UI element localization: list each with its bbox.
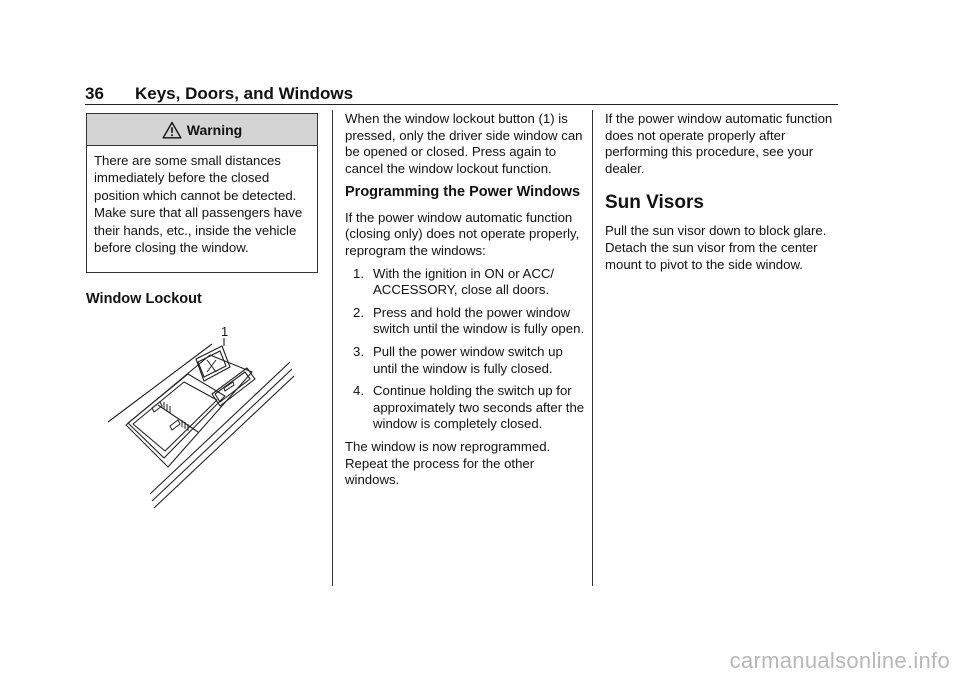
step-text: Pull the power window switch up until the window is fully closed. <box>373 344 563 376</box>
step-number: 4. <box>353 383 364 399</box>
programming-outro: The window is now reprogrammed. Repeat the process for the other windows. <box>345 439 551 488</box>
step-number: 3. <box>353 344 364 360</box>
sun-visors-heading: Sun Visors <box>605 192 704 214</box>
warning-triangle-icon <box>162 121 182 139</box>
page-header <box>85 84 838 106</box>
step-text: Press and hold the power window switch until the window is fully open. <box>373 304 585 337</box>
programming-heading: Programming the Power Windows <box>345 184 581 201</box>
section-title: Keys, Doors, and Windows <box>135 84 354 103</box>
window-switch-illustration <box>100 322 300 512</box>
window-lockout-body: When the window lockout button (1) is pressed, only the driver side window can be opened or closed. Press again to cancel the window lockout function. <box>345 111 583 176</box>
dealer-note: If the power window automatic function does not operate properly after performing this procedure, see your dealer. <box>605 111 833 176</box>
warning-header <box>87 114 317 146</box>
window-lockout-heading: Window Lockout <box>86 291 202 307</box>
step-item <box>345 266 585 299</box>
sun-visors-body: Pull the sun visor down to block glare. Detach the sun visor from the center mount to pivot to the side window. <box>605 223 827 272</box>
warning-text: There are some small distances immediately before the closed position which cannot be detected. Make sure that all passengers have their hands, etc., inside the vehicle before closing the window. <box>94 153 303 256</box>
step-number: 1. <box>353 265 364 281</box>
column-divider-2 <box>592 110 593 586</box>
header-rule <box>85 104 838 105</box>
step-item <box>345 383 585 433</box>
column-divider-1 <box>332 110 333 586</box>
warning-title: Warning <box>186 121 243 138</box>
warning-box <box>86 113 318 273</box>
callout-label-1: 1 <box>221 324 229 339</box>
programming-intro: If the power window automatic function (closing only) does not operate properly, reprogram the windows: <box>345 209 580 259</box>
column-2 <box>345 111 585 495</box>
step-item <box>345 344 585 377</box>
programming-steps <box>345 266 585 433</box>
step-text: With the ignition in ON or ACC/ ACCESSORY, close all doors. <box>373 265 555 298</box>
column-3 <box>605 111 840 279</box>
watermark: carmanualsonline.info <box>729 648 950 673</box>
step-text: Continue holding the switch up for approximately two seconds after the window is completely closed. <box>373 383 585 432</box>
page-number: 36 <box>85 84 104 103</box>
step-item <box>345 305 585 338</box>
step-number: 2. <box>353 304 364 320</box>
